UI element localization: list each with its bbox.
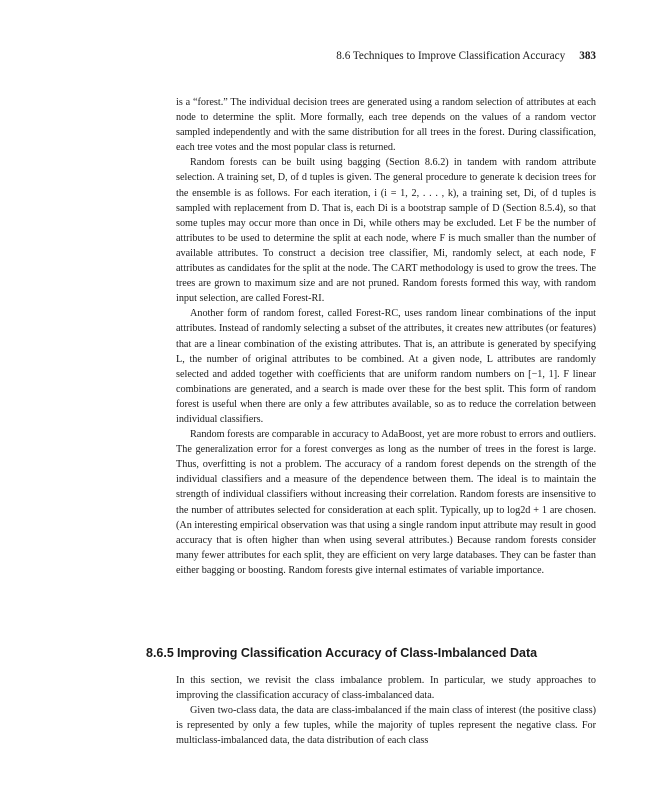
- running-head: [176, 50, 596, 62]
- section-text: [176, 673, 596, 748]
- section-title: Improving Classification Accuracy of Class-Imbalanced Data: [177, 646, 538, 660]
- paragraph-class-imbalance-definition: Given two-class data, the data are class-imbalanced if the main class of interest (the positive class) is represented by only a few tuples, while the majority of tuples represent the negative class. For multiclass-imbalanced data, the data distribution of each class: [176, 705, 596, 747]
- paragraph-class-imbalance-intro: In this section, we revisit the class imbalance problem. In particular, we study approaches to improving the classification accuracy of class-imbalanced data.: [176, 675, 596, 702]
- paragraph-forest-accuracy: Random forests are comparable in accuracy to AdaBoost, yet are more robust to errors and outliers. The generalization error for a forest converges as long as the number of trees in the forest is large. Thus, overfitting is not a problem. The accuracy of a random forest depends on the strength of the individual classifiers and a measure of the dependence between them. The ideal is to maintain the strength of individual classifiers without increasing their correlation. Random forests are insensitive to the number of attributes selected for consideration at each split. Typically, up to log2d + 1 are chosen. (An interesting empirical observation was that using a single random input attribute may result in good accuracy that is often higher than when using several attributes.) Because random forests consider many fewer attributes for each split, they are efficient on very large databases. They can be faster than either bagging or boosting. Random forests give internal estimates of variable importance.: [176, 429, 596, 576]
- body-text: [176, 95, 596, 578]
- running-head-title: 8.6 Techniques to Improve Classification Accuracy: [336, 50, 566, 62]
- paragraph-forest-ri: Random forests can be built using bagging (Section 8.6.2) in tandem with random attribute selection. A training set, D, of d tuples is given. The general procedure to generate k decision trees for the ensemble is as follows. For each iteration, i (i = 1, 2, . . . , k), a training set, Di, of d tuples is sampled with replacement from D. That is, each Di is a bootstrap sample of D (Section 8.5.4), so that some tuples may occur more than once in Di, while others may be excluded. Let F be the number of attributes to be used to determine the split at each node, where F is much smaller than the number of available attributes. To construct a decision tree classifier, Mi, randomly select, at each node, F attributes as candidates for the split at the node. The CART methodology is used to grow the trees. The trees are grown to maximum size and are not pruned. Random forests formed this way, with random input selection, are called Forest-RI.: [176, 157, 596, 305]
- page-number: 383: [579, 50, 596, 62]
- section-number: 8.6.5: [146, 646, 174, 660]
- paragraph-forest-intro: is a “forest.” The individual decision trees are generated using a random selection of attributes at each node to determine the split. More formally, each tree depends on the values of a random vector sampled independently and with the same distribution for all trees in the forest. During classification, each tree votes and the most popular class is returned.: [176, 97, 596, 154]
- paragraph-forest-rc: Another form of random forest, called Forest-RC, uses random linear combinations of the input attributes. Instead of randomly selecting a subset of the attributes, it creates new attributes (or features) that are a linear combination of the existing attributes. That is, an attribute is generated by specifying L, the number of original attributes to be combined. At a given node, L attributes are randomly selected and added together with coefficients that are uniform random numbers on [−1, 1]. F linear combinations are generated, and a search is made over these for the best split. This form of random forest is useful when there are only a few attributes available, so as to reduce the correlation between individual classifiers.: [176, 308, 596, 425]
- section-heading: [146, 646, 616, 660]
